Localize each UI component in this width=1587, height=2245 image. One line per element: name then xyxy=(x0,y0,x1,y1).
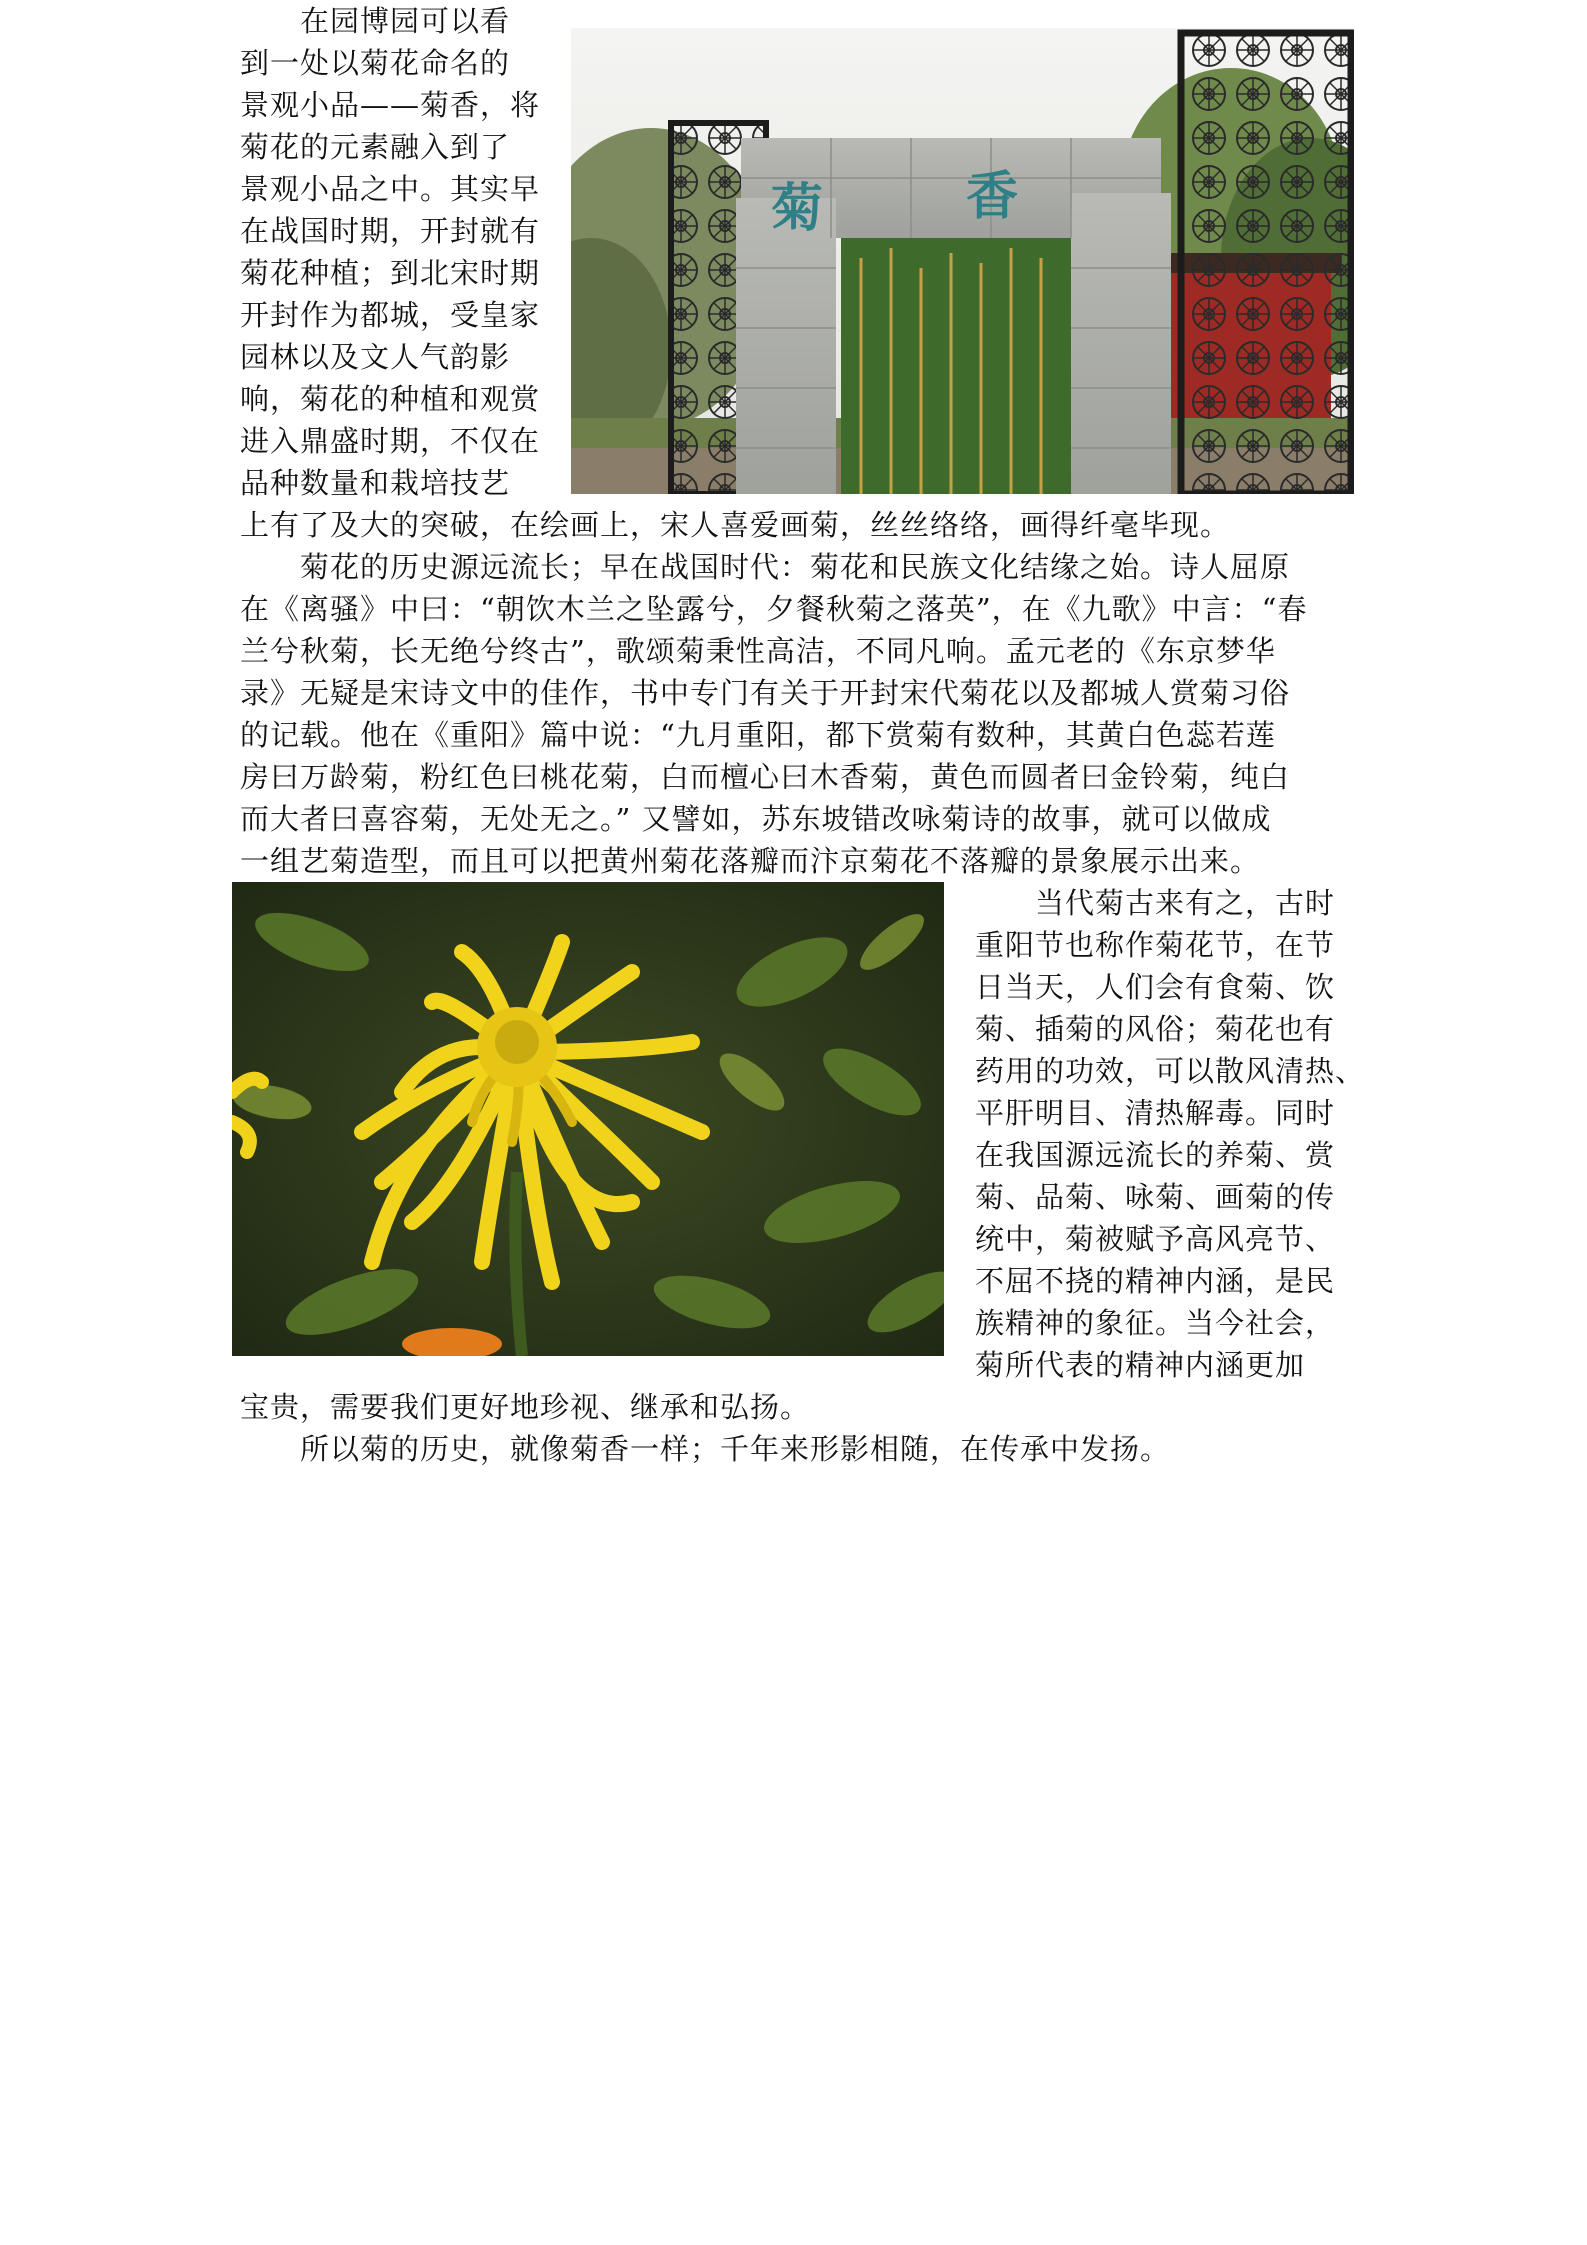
p3-line: 不屈不挠的精神内涵，是民 xyxy=(975,1264,1336,1298)
p2-line: 一组艺菊造型，而且可以把黄州菊花落瓣而汴京菊花不落瓣的景象展示出来。 xyxy=(240,844,1261,878)
chrysanthemum-photo xyxy=(232,882,944,1356)
p3-line: 族精神的象征。当今社会， xyxy=(975,1306,1336,1340)
p3-line: 药用的功效，可以散风清热、 xyxy=(975,1054,1366,1088)
p2-line: 而大者曰喜容菊，无处无之。” 又譬如，苏东坡错改咏菊诗的故事，就可以做成 xyxy=(240,802,1272,836)
p1-tail-line: 上有了及大的突破，在绘画上，宋人喜爱画菊，丝丝络络，画得纤毫毕现。 xyxy=(240,508,1231,542)
gate-sign-char-1: 菊 xyxy=(771,178,824,239)
p1-line: 在园博园可以看 xyxy=(240,4,511,38)
p3-tail-line: 宝贵，需要我们更好地珍视、继承和弘扬。 xyxy=(240,1390,811,1424)
p1-line: 景观小品之中。其实早 xyxy=(240,172,541,206)
p1-line: 到一处以菊花命名的 xyxy=(240,46,511,80)
p1-line: 进入鼎盛时期，不仅在 xyxy=(240,424,541,458)
p1-line: 在战国时期，开封就有 xyxy=(240,214,541,248)
p3-line: 当代菊古来有之，古时 xyxy=(975,886,1336,920)
p3-line: 统中，菊被赋予高风亮节、 xyxy=(975,1222,1336,1256)
paragraph-3-tail xyxy=(240,1386,1360,1470)
gate-sign-char-2: 香 xyxy=(966,166,1019,227)
p2-line: 房曰万龄菊，粉红色曰桃花菊，白而檀心曰木香菊，黄色而圆者曰金铃菊，纯白 xyxy=(240,760,1291,794)
p2-line: 在《离骚》中曰：“朝饮木兰之坠露兮，夕餐秋菊之落英”，在《九歌》中言：“春 xyxy=(240,592,1308,626)
p2-line: 的记载。他在《重阳》篇中说：“九月重阳，都下赏菊有数种，其黄白色蕊若莲 xyxy=(240,718,1276,752)
chrysanthemum-illustration xyxy=(232,882,944,1356)
p3-line: 平肝明目、清热解毒。同时 xyxy=(975,1096,1336,1130)
p3-line: 重阳节也称作菊花节，在节 xyxy=(975,928,1336,962)
p1-line: 开封作为都城，受皇家 xyxy=(240,298,541,332)
p3-line: 菊所代表的精神内涵更加 xyxy=(975,1348,1306,1382)
p1-line: 园林以及文人气韵影 xyxy=(240,340,511,374)
paragraph-2 xyxy=(240,546,1360,882)
p2-line: 菊花的历史源远流长；早在战国时代：菊花和民族文化结缘之始。诗人屈原 xyxy=(240,550,1291,584)
p1-line: 菊花的元素融入到了 xyxy=(240,130,511,164)
p3-line: 日当天，人们会有食菊、饮 xyxy=(975,970,1336,1004)
p1-line: 景观小品——菊香，将 xyxy=(240,88,541,122)
p2-line: 兰兮秋菊，长无绝兮终古”，歌颂菊秉性高洁，不同凡响。孟元老的《东京梦华 xyxy=(240,634,1276,668)
paragraph-1 xyxy=(240,0,1360,546)
paragraph-3 xyxy=(975,882,1375,1386)
p3-line: 菊、品菊、咏菊、画菊的传 xyxy=(975,1180,1336,1214)
p3-line: 在我国源远流长的养菊、赏 xyxy=(975,1138,1336,1172)
p1-line: 菊花种植；到北宋时期 xyxy=(240,256,541,290)
p3-line: 菊、插菊的风俗；菊花也有 xyxy=(975,1012,1336,1046)
p1-line: 响，菊花的种植和观赏 xyxy=(240,382,541,416)
paragraph-4: 所以菊的历史，就像菊香一样；千年来形影相随，在传承中发扬。 xyxy=(240,1432,1171,1466)
p1-line: 品种数量和栽培技艺 xyxy=(240,466,511,500)
p2-line: 录》无疑是宋诗文中的佳作，书中专门有关于开封宋代菊花以及都城人赏菊习俗 xyxy=(240,676,1291,710)
